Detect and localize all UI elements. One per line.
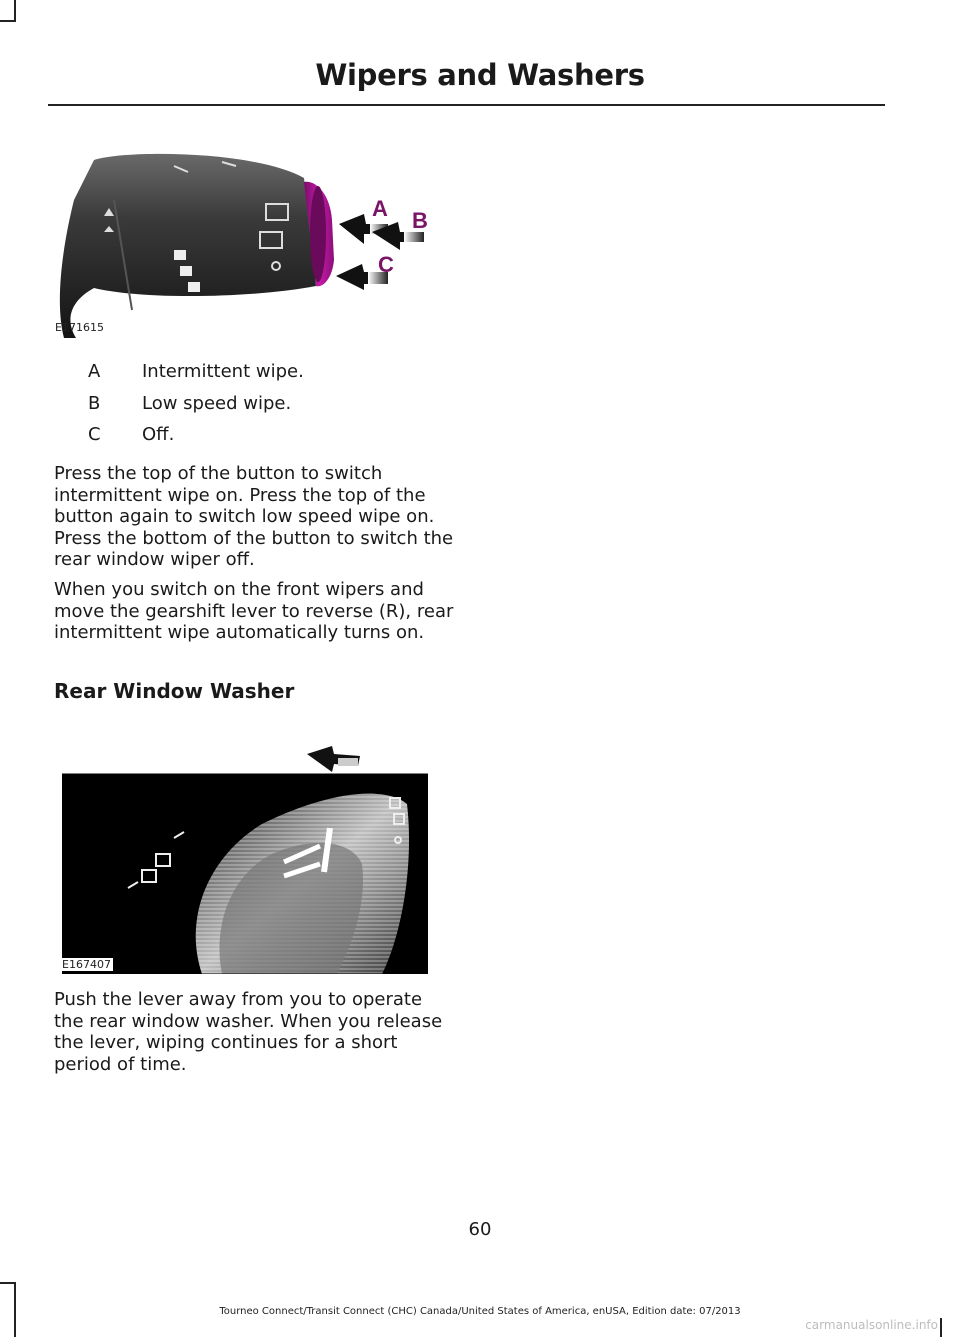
figure-code: E167407 xyxy=(62,958,111,971)
rear-washer-figure xyxy=(62,744,428,974)
callout-a: A xyxy=(372,196,388,221)
page-number: 60 xyxy=(468,1219,492,1240)
page-title: Wipers and Washers xyxy=(315,58,645,92)
footer-text: Tourneo Connect/Transit Connect (CHC) Canada/United States of America, enUSA, Edition date: 07/2013 xyxy=(219,1306,741,1317)
legend-key: B xyxy=(88,393,101,414)
callout-b: B xyxy=(412,208,428,233)
legend-key: C xyxy=(88,424,101,445)
watermark: carmanualsonline.info xyxy=(805,1318,938,1332)
header-divider xyxy=(48,104,885,106)
crop-mark xyxy=(940,1318,942,1337)
crop-mark xyxy=(14,0,16,20)
body-paragraph: Press the top of the button to switch intermittent wipe on. Press the top of the button again to switch low speed wipe on. Press the bottom of the button to switch the rear window wiper off. xyxy=(54,463,454,570)
legend-text: Off. xyxy=(142,424,175,445)
crop-mark xyxy=(0,20,16,22)
rear-washer-illustration xyxy=(62,744,428,974)
legend-text: Intermittent wipe. xyxy=(142,361,304,382)
crop-mark xyxy=(0,1282,16,1284)
wiper-stalk-illustration xyxy=(54,140,454,340)
body-paragraph: Push the lever away from you to operate the rear window washer. When you release the lever, wiping continues for a short period of time. xyxy=(54,989,443,1075)
section-heading: Rear Window Washer xyxy=(54,679,295,703)
body-paragraph: When you switch on the front wipers and move the gearshift lever to reverse (R), rear intermittent wipe automatically turns on. xyxy=(54,579,454,643)
legend-key: A xyxy=(88,361,101,382)
legend-text: Low speed wipe. xyxy=(142,393,292,414)
figure-code: E171615 xyxy=(55,321,104,334)
callout-c: C xyxy=(378,252,394,277)
wiper-stalk-figure xyxy=(54,140,454,340)
